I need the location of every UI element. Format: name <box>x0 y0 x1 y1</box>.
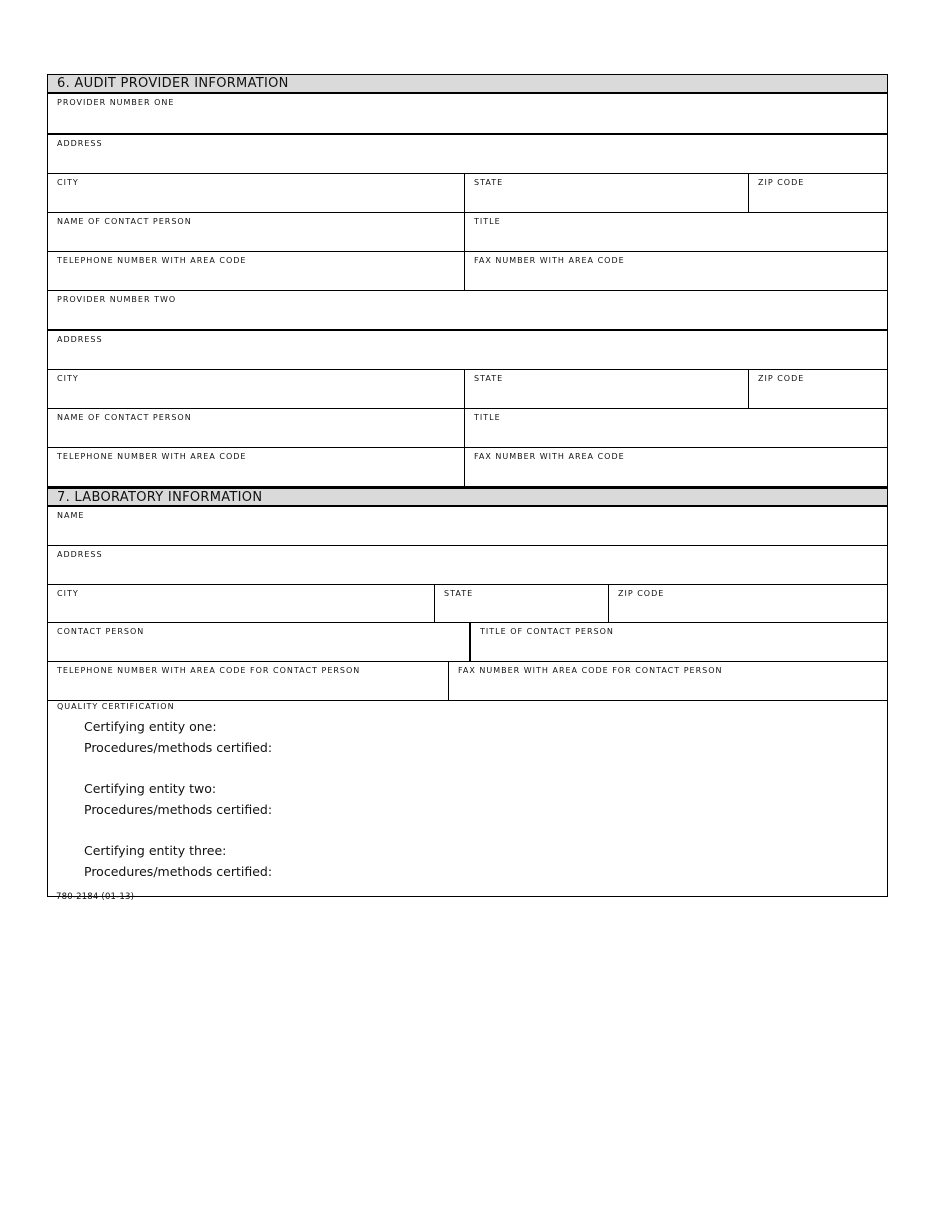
field-label: PROVIDER NUMBER TWO <box>57 295 177 304</box>
field-label: FAX NUMBER WITH AREA CODE <box>474 256 625 265</box>
certifying-entity-one: Certifying entity one: <box>84 719 217 734</box>
provider-one-city-field[interactable] <box>48 174 464 212</box>
lab-city-row <box>47 585 888 623</box>
field-label: FAX NUMBER WITH AREA CODE <box>474 452 625 461</box>
field-label: FAX NUMBER WITH AREA CODE FOR CONTACT PERSON <box>458 666 723 675</box>
provider-one-row <box>47 94 888 135</box>
field-label: ADDRESS <box>57 139 103 148</box>
provider-two-city-row <box>47 370 888 409</box>
provider-one-address-field[interactable] <box>48 135 887 173</box>
provider-one-fax-field[interactable] <box>464 252 887 290</box>
field-label: QUALITY CERTIFICATION <box>57 702 175 711</box>
provider-two-address-row <box>47 331 888 370</box>
field-label: NAME OF CONTACT PERSON <box>57 217 192 226</box>
provider-one-address-row <box>47 135 888 174</box>
provider-one-field[interactable] <box>48 94 887 133</box>
provider-two-field[interactable] <box>48 291 887 329</box>
lab-state-field[interactable] <box>434 585 608 622</box>
procedures-three: Procedures/methods certified: <box>84 863 273 879</box>
field-label: STATE <box>444 589 474 598</box>
field-label: NAME OF CONTACT PERSON <box>57 413 192 422</box>
provider-one-city-row <box>47 174 888 213</box>
lab-contact-title-field[interactable] <box>469 623 887 661</box>
provider-two-fax-field[interactable] <box>464 448 887 486</box>
provider-one-contact-field[interactable] <box>48 213 464 251</box>
field-label: CITY <box>57 178 79 187</box>
provider-two-phone-field[interactable] <box>48 448 464 486</box>
field-label: PROVIDER NUMBER ONE <box>57 98 175 107</box>
field-label: ZIP CODE <box>758 374 805 383</box>
provider-one-contact-row <box>47 213 888 252</box>
field-label: ADDRESS <box>57 550 103 559</box>
provider-two-zip-field[interactable] <box>748 370 887 408</box>
provider-two-contact-field[interactable] <box>48 409 464 447</box>
field-label: ZIP CODE <box>618 589 665 598</box>
lab-zip-field[interactable] <box>608 585 887 622</box>
form-number: 780-2184 (01-13) <box>56 892 135 902</box>
field-label: TITLE <box>474 217 501 226</box>
certifying-entity-three: Certifying entity three: <box>84 843 227 858</box>
provider-two-city-field[interactable] <box>48 370 464 408</box>
field-label: TITLE OF CONTACT PERSON <box>480 627 614 636</box>
section-7-header: 7. LABORATORY INFORMATION <box>47 486 888 507</box>
provider-two-address-field[interactable] <box>48 331 887 369</box>
field-label: CITY <box>57 589 79 598</box>
lab-contact-field[interactable] <box>48 623 469 661</box>
provider-two-contact-row <box>47 409 888 448</box>
provider-one-zip-field[interactable] <box>748 174 887 212</box>
form <box>47 74 888 897</box>
field-label: NAME <box>57 511 85 520</box>
lab-phone-row <box>47 662 888 701</box>
lab-name-row <box>47 507 888 546</box>
field-label: TELEPHONE NUMBER WITH AREA CODE <box>57 256 247 265</box>
provider-two-row <box>47 291 888 331</box>
provider-two-state-field[interactable] <box>464 370 748 408</box>
provider-one-state-field[interactable] <box>464 174 748 212</box>
lab-contact-row <box>47 623 888 662</box>
lab-city-field[interactable] <box>48 585 434 622</box>
field-label: CONTACT PERSON <box>57 627 145 636</box>
procedures-one: Procedures/methods certified: <box>84 739 273 755</box>
field-label: STATE <box>474 374 504 383</box>
lab-address-row <box>47 546 888 585</box>
provider-one-title-field[interactable] <box>464 213 887 251</box>
field-label: ADDRESS <box>57 335 103 344</box>
certification-lines <box>84 717 887 882</box>
provider-one-phone-row <box>47 252 888 291</box>
field-label: TITLE <box>474 413 501 422</box>
certifying-entity-two: Certifying entity two: <box>84 781 217 796</box>
lab-phone-field[interactable] <box>48 662 448 700</box>
provider-two-phone-row <box>47 448 888 486</box>
lab-name-field[interactable] <box>48 507 887 545</box>
provider-one-phone-field[interactable] <box>48 252 464 290</box>
provider-two-title-field[interactable] <box>464 409 887 447</box>
lab-address-field[interactable] <box>48 546 887 584</box>
field-label: TELEPHONE NUMBER WITH AREA CODE FOR CONTACT PERSON <box>57 666 361 675</box>
lab-fax-field[interactable] <box>448 662 887 700</box>
field-label: ZIP CODE <box>758 178 805 187</box>
quality-certification-field[interactable] <box>47 701 888 897</box>
section-6-header: 6. AUDIT PROVIDER INFORMATION <box>47 74 888 94</box>
field-label: STATE <box>474 178 504 187</box>
field-label: CITY <box>57 374 79 383</box>
procedures-two: Procedures/methods certified: <box>84 801 273 817</box>
field-label: TELEPHONE NUMBER WITH AREA CODE <box>57 452 247 461</box>
